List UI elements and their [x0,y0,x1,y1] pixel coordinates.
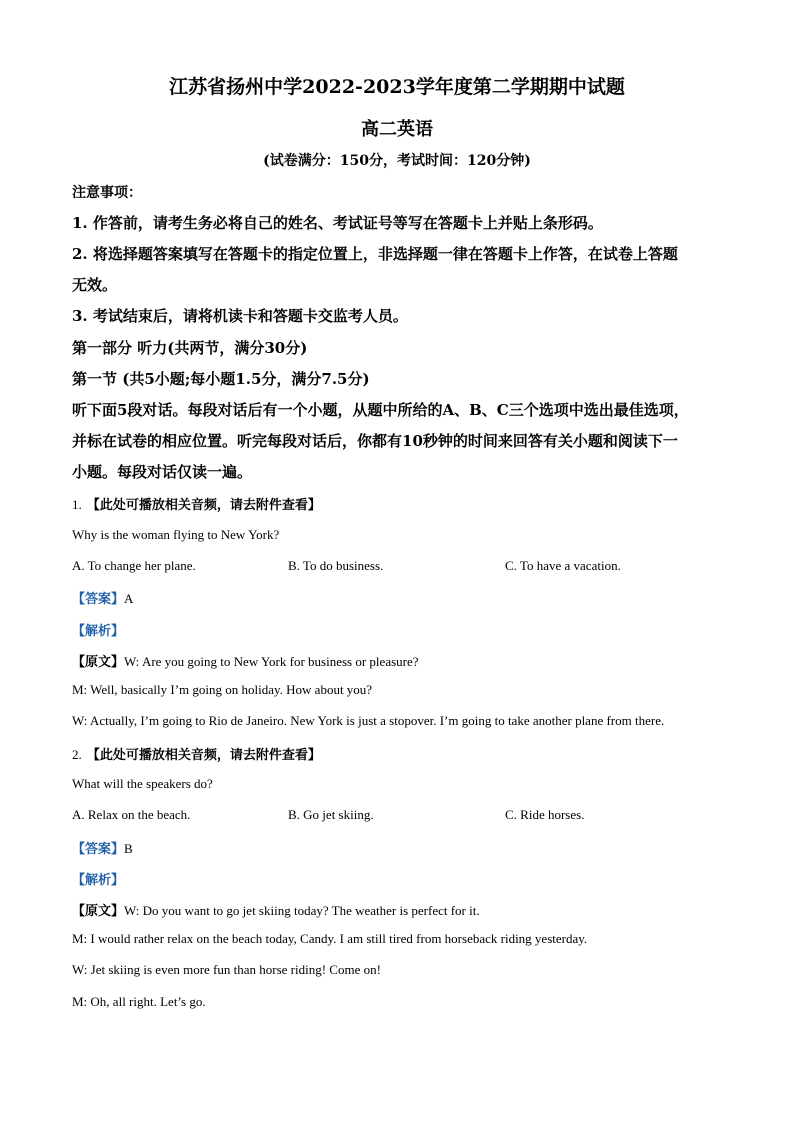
instruction-line: 并标在试卷的相应位置。听完每段对话后，你都有10秒钟的时间来回答有关小题和阅读下一 [72,432,678,450]
audio-link[interactable]: 【此处可播放相关音频，请去附件查看】 [86,498,321,513]
transcript-line: 【原文】W: Are you going to New York for business or pleasure? [72,654,419,670]
analysis-tag: 【解析】 [72,873,125,888]
question-number: 2. [72,747,82,762]
transcript-line: W: Actually, I’m going to Rio de Janeiro. New York is just a stopover. I’m going to take another plane from there. [72,713,665,728]
original-tag: 【原文】 [72,655,125,670]
notes-heading: 注意事项： [72,185,142,201]
question-2-option-c: C. Ride horses. [505,807,585,822]
exam-meta: (试卷满分：150分，考试时间：120分钟) [263,153,531,169]
question-1-option-b: B. To do business. [288,558,384,573]
analysis-tag: 【解析】 [72,624,125,639]
question-2-answer [72,838,133,857]
section-heading: 第一节 (共5小题;每小题1.5分，满分7.5分) [72,370,370,388]
transcript-line: W: Jet skiing is even more fun than horse riding! Come on! [72,962,381,977]
exam-title: 江苏省扬州中学2022-2023学年度第二学期期中试题 [169,76,625,98]
instruction-line: 小题。每段对话仅读一遍。 [72,463,253,481]
instruction-line: 听下面5段对话。每段对话后有一个小题，从题中所给的A、B、C三个选项中选出最佳选项， [72,401,689,419]
exam-subject: 高二英语 [361,119,433,140]
answer-value: A [124,591,134,606]
question-1-option-a: A. To change her plane. [72,558,196,573]
question-1-header [72,494,321,513]
note-item: 无效。 [72,276,118,294]
question-1-option-c: C. To have a vacation. [505,558,621,573]
answer-tag: 【答案】 [72,842,125,857]
transcript-line: M: Well, basically I’m going on holiday. How about you? [72,682,373,697]
audio-link[interactable]: 【此处可播放相关音频，请去附件查看】 [86,748,321,763]
part-heading: 第一部分 听力(共两节，满分30分) [72,339,308,357]
question-number: 1. [72,497,82,512]
question-2-option-b: B. Go jet skiing. [288,807,374,822]
question-2-header [72,744,321,763]
question-2-option-a: A. Relax on the beach. [72,807,191,822]
question-1-answer [72,588,133,607]
note-item: 3. 考试结束后，请将机读卡和答题卡交监考人员。 [72,307,408,325]
transcript-line: M: I would rather relax on the beach today, Candy. I am still tired from horseback riding yesterday. [72,931,588,946]
question-2-text: What will the speakers do? [72,776,213,791]
answer-value: B [124,841,133,856]
original-tag: 【原文】 [72,904,125,919]
note-item: 1. 作答前，请考生务必将自己的姓名、考试证号等写在答题卡上并贴上条形码。 [72,214,603,232]
transcript-line: 【原文】W: Do you want to go jet skiing today? The weather is perfect for it. [72,903,480,919]
answer-tag: 【答案】 [72,592,125,607]
question-1-text: Why is the woman flying to New York? [72,527,280,542]
transcript-line: M: Oh, all right. Let’s go. [72,994,206,1009]
note-item: 2. 将选择题答案填写在答题卡的指定位置上，非选择题一律在答题卡上作答，在试卷上答题 [72,245,678,263]
